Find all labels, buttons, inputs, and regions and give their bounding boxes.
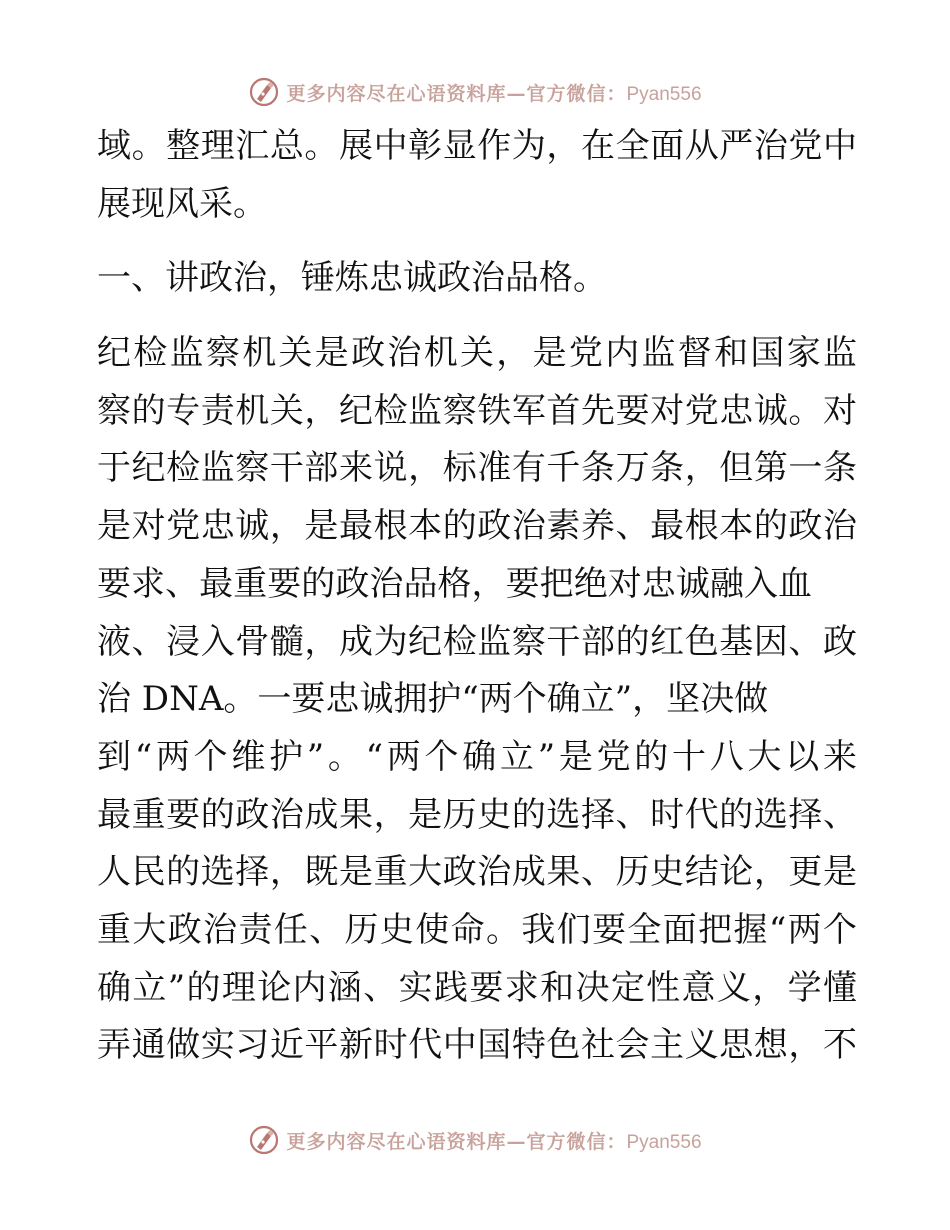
pen-nib-seal-icon bbox=[248, 1124, 280, 1156]
text-line: 重大政治责任、历史使命。我们要全面把握“两个 bbox=[97, 909, 857, 950]
watermark-text: 更多内容尽在心语资料库—官方微信：Pyan556 bbox=[286, 82, 702, 105]
text-line: 察的专责机关，纪检监察铁军首先要对党忠诚。对 bbox=[97, 390, 857, 431]
footer-watermark bbox=[0, 1118, 950, 1162]
section-heading: 一、讲政治，锤炼忠诚政治品格。 bbox=[97, 258, 607, 299]
text-line: 域。整理汇总。展中彰显作为，在全面从严治党中 bbox=[97, 126, 857, 166]
text-line: 人民的选择，既是重大政治成果、历史结论，更是 bbox=[97, 852, 857, 893]
text-line: 最重要的政治成果，是历史的选择、时代的选择、 bbox=[97, 794, 857, 835]
watermark-text: 更多内容尽在心语资料库—官方微信：Pyan556 bbox=[286, 1130, 702, 1153]
text-line: 纪检监察机关是政治机关，是党内监督和国家监 bbox=[97, 333, 857, 374]
text-line: 于纪检监察干部来说，标准有千条万条，但第一条 bbox=[97, 448, 857, 489]
text-line: 治 DNA。一要忠诚拥护“两个确立”，坚决做 bbox=[97, 679, 769, 720]
text-line: 到“两个维护”。“两个确立”是党的十八大以来 bbox=[97, 736, 857, 777]
text-line: 要求、最重要的政治品格，要把绝对忠诚融入血 bbox=[97, 563, 812, 604]
pen-nib-seal-icon bbox=[248, 76, 280, 108]
header-watermark bbox=[0, 70, 950, 114]
text-line: 弄通做实习近平新时代中国特色社会主义思想，不 bbox=[97, 1025, 857, 1066]
text-line: 展现风采。 bbox=[97, 183, 267, 224]
text-line: 确立”的理论内涵、实践要求和决定性意义，学懂 bbox=[97, 967, 857, 1008]
text-line: 液、浸入骨髓，成为纪检监察干部的红色基因、政 bbox=[97, 621, 857, 662]
document-body bbox=[97, 118, 857, 1075]
text-line: 是对党忠诚，是最根本的政治素养、最根本的政治 bbox=[97, 506, 857, 547]
